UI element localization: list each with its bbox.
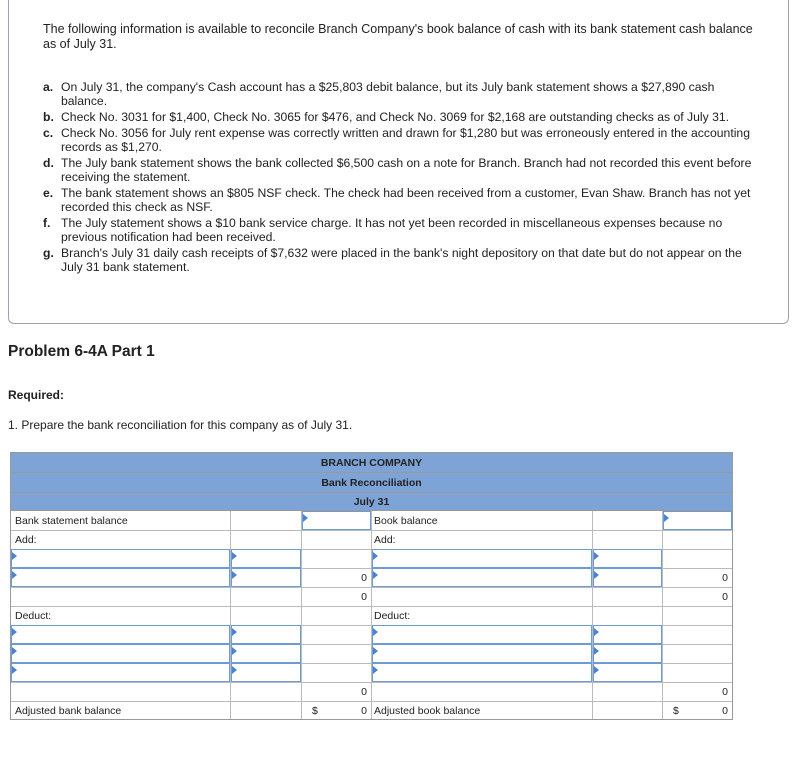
list-item: e. The bank statement shows an $805 NSF check. The check had been received from a customer, Evan Shaw. Branch has not yet recorded this check as NSF.: [43, 185, 751, 214]
book-deduct-description-input-2[interactable]: [372, 644, 592, 663]
list-item: f. The July statement shows a $10 bank service charge. It has not yet been recorded in miscellaneous expenses because no previous notification had been received.: [43, 215, 723, 244]
bank-currency-symbol: $: [312, 705, 318, 717]
book-balance-input[interactable]: [663, 511, 732, 530]
bank-add-amount-input-1[interactable]: [231, 549, 301, 568]
book-add-description-input-1[interactable]: [372, 549, 592, 568]
col-divider: [230, 511, 231, 719]
bank-subtotal-2: 0: [361, 591, 367, 603]
book-deduct-total: 0: [722, 686, 728, 698]
book-add-label: Add:: [374, 534, 396, 546]
bank-deduct-amount-input-1[interactable]: [231, 625, 301, 644]
adjusted-book-balance-value: 0: [722, 705, 728, 717]
book-deduct-amount-input-1[interactable]: [593, 625, 662, 644]
list-item: c. Check No. 3056 for July rent expense was correctly written and drawn for $1,280 but was erroneously entered in the accounting records as $1,270.: [43, 125, 750, 154]
bank-add-description-input-1[interactable]: [11, 549, 230, 568]
problem-items-list: [43, 80, 763, 276]
bank-statement-balance-input[interactable]: [302, 511, 371, 530]
book-currency-symbol: $: [673, 705, 679, 717]
bank-add-description-input-2[interactable]: [11, 568, 230, 587]
list-item: b. Check No. 3031 for $1,400, Check No. 3065 for $476, and Check No. 3069 for $2,168 are outstanding checks as of July 31.: [43, 110, 730, 124]
adjusted-book-balance-label: Adjusted book balance: [374, 705, 481, 717]
list-item: a. On July 31, the company's Cash account has a $25,803 debit balance, but its July bank statement shows a $27,890 cash balance.: [43, 80, 715, 109]
book-subtotal-2: 0: [722, 591, 728, 603]
book-balance-label: Book balance: [374, 515, 438, 527]
list-item: d. The July bank statement shows the bank collected $6,500 cash on a note for Branch. Branch had not recorded this event before receiving the statement.: [43, 155, 752, 184]
adjusted-bank-balance-label: Adjusted bank balance: [15, 705, 122, 717]
bank-deduct-description-input-3[interactable]: [11, 663, 230, 682]
bank-statement-balance-label: Bank statement balance: [15, 515, 128, 527]
bank-deduct-total: 0: [361, 686, 367, 698]
book-deduct-amount-input-3[interactable]: [593, 663, 662, 682]
bank-deduct-description-input-2[interactable]: [11, 644, 230, 663]
bank-add-label: Add:: [15, 534, 37, 546]
col-divider: [592, 511, 593, 719]
book-deduct-label: Deduct:: [374, 610, 411, 622]
book-deduct-description-input-3[interactable]: [372, 663, 592, 682]
bank-deduct-amount-input-3[interactable]: [231, 663, 301, 682]
bank-deduct-label: Deduct:: [15, 610, 52, 622]
table-date: July 31: [11, 493, 732, 511]
bank-add-amount-input-2[interactable]: [231, 568, 301, 587]
col-divider: [371, 511, 372, 719]
book-deduct-description-input-1[interactable]: [372, 625, 592, 644]
bank-deduct-amount-input-2[interactable]: [231, 644, 301, 663]
book-add-amount-input-1[interactable]: [593, 549, 662, 568]
book-add-amount-input-2[interactable]: [593, 568, 662, 587]
list-item: g. Branch's July 31 daily cash receipts of $7,632 were placed in the bank's night depository on that date but do not appear on the July 31 bank statement.: [43, 245, 742, 274]
required-text: 1. Prepare the bank reconciliation for this company as of July 31.: [8, 418, 353, 432]
book-deduct-amount-input-2[interactable]: [593, 644, 662, 663]
book-subtotal-1: 0: [722, 572, 728, 584]
book-add-description-input-2[interactable]: [372, 568, 592, 587]
bank-subtotal-1: 0: [361, 572, 367, 584]
required-label: Required:: [8, 388, 65, 402]
part-title: Problem 6-4A Part 1: [8, 343, 155, 360]
problem-intro: The following information is available to reconcile Branch Company's book balance of cash with its bank statement cash balance as of July 31.: [43, 22, 753, 51]
adjusted-bank-balance-value: 0: [361, 705, 367, 717]
bank-reconciliation-table: [10, 452, 733, 720]
table-title: Bank Reconciliation: [11, 473, 732, 493]
bank-deduct-description-input-1[interactable]: [11, 625, 230, 644]
table-company: BRANCH COMPANY: [11, 453, 732, 473]
